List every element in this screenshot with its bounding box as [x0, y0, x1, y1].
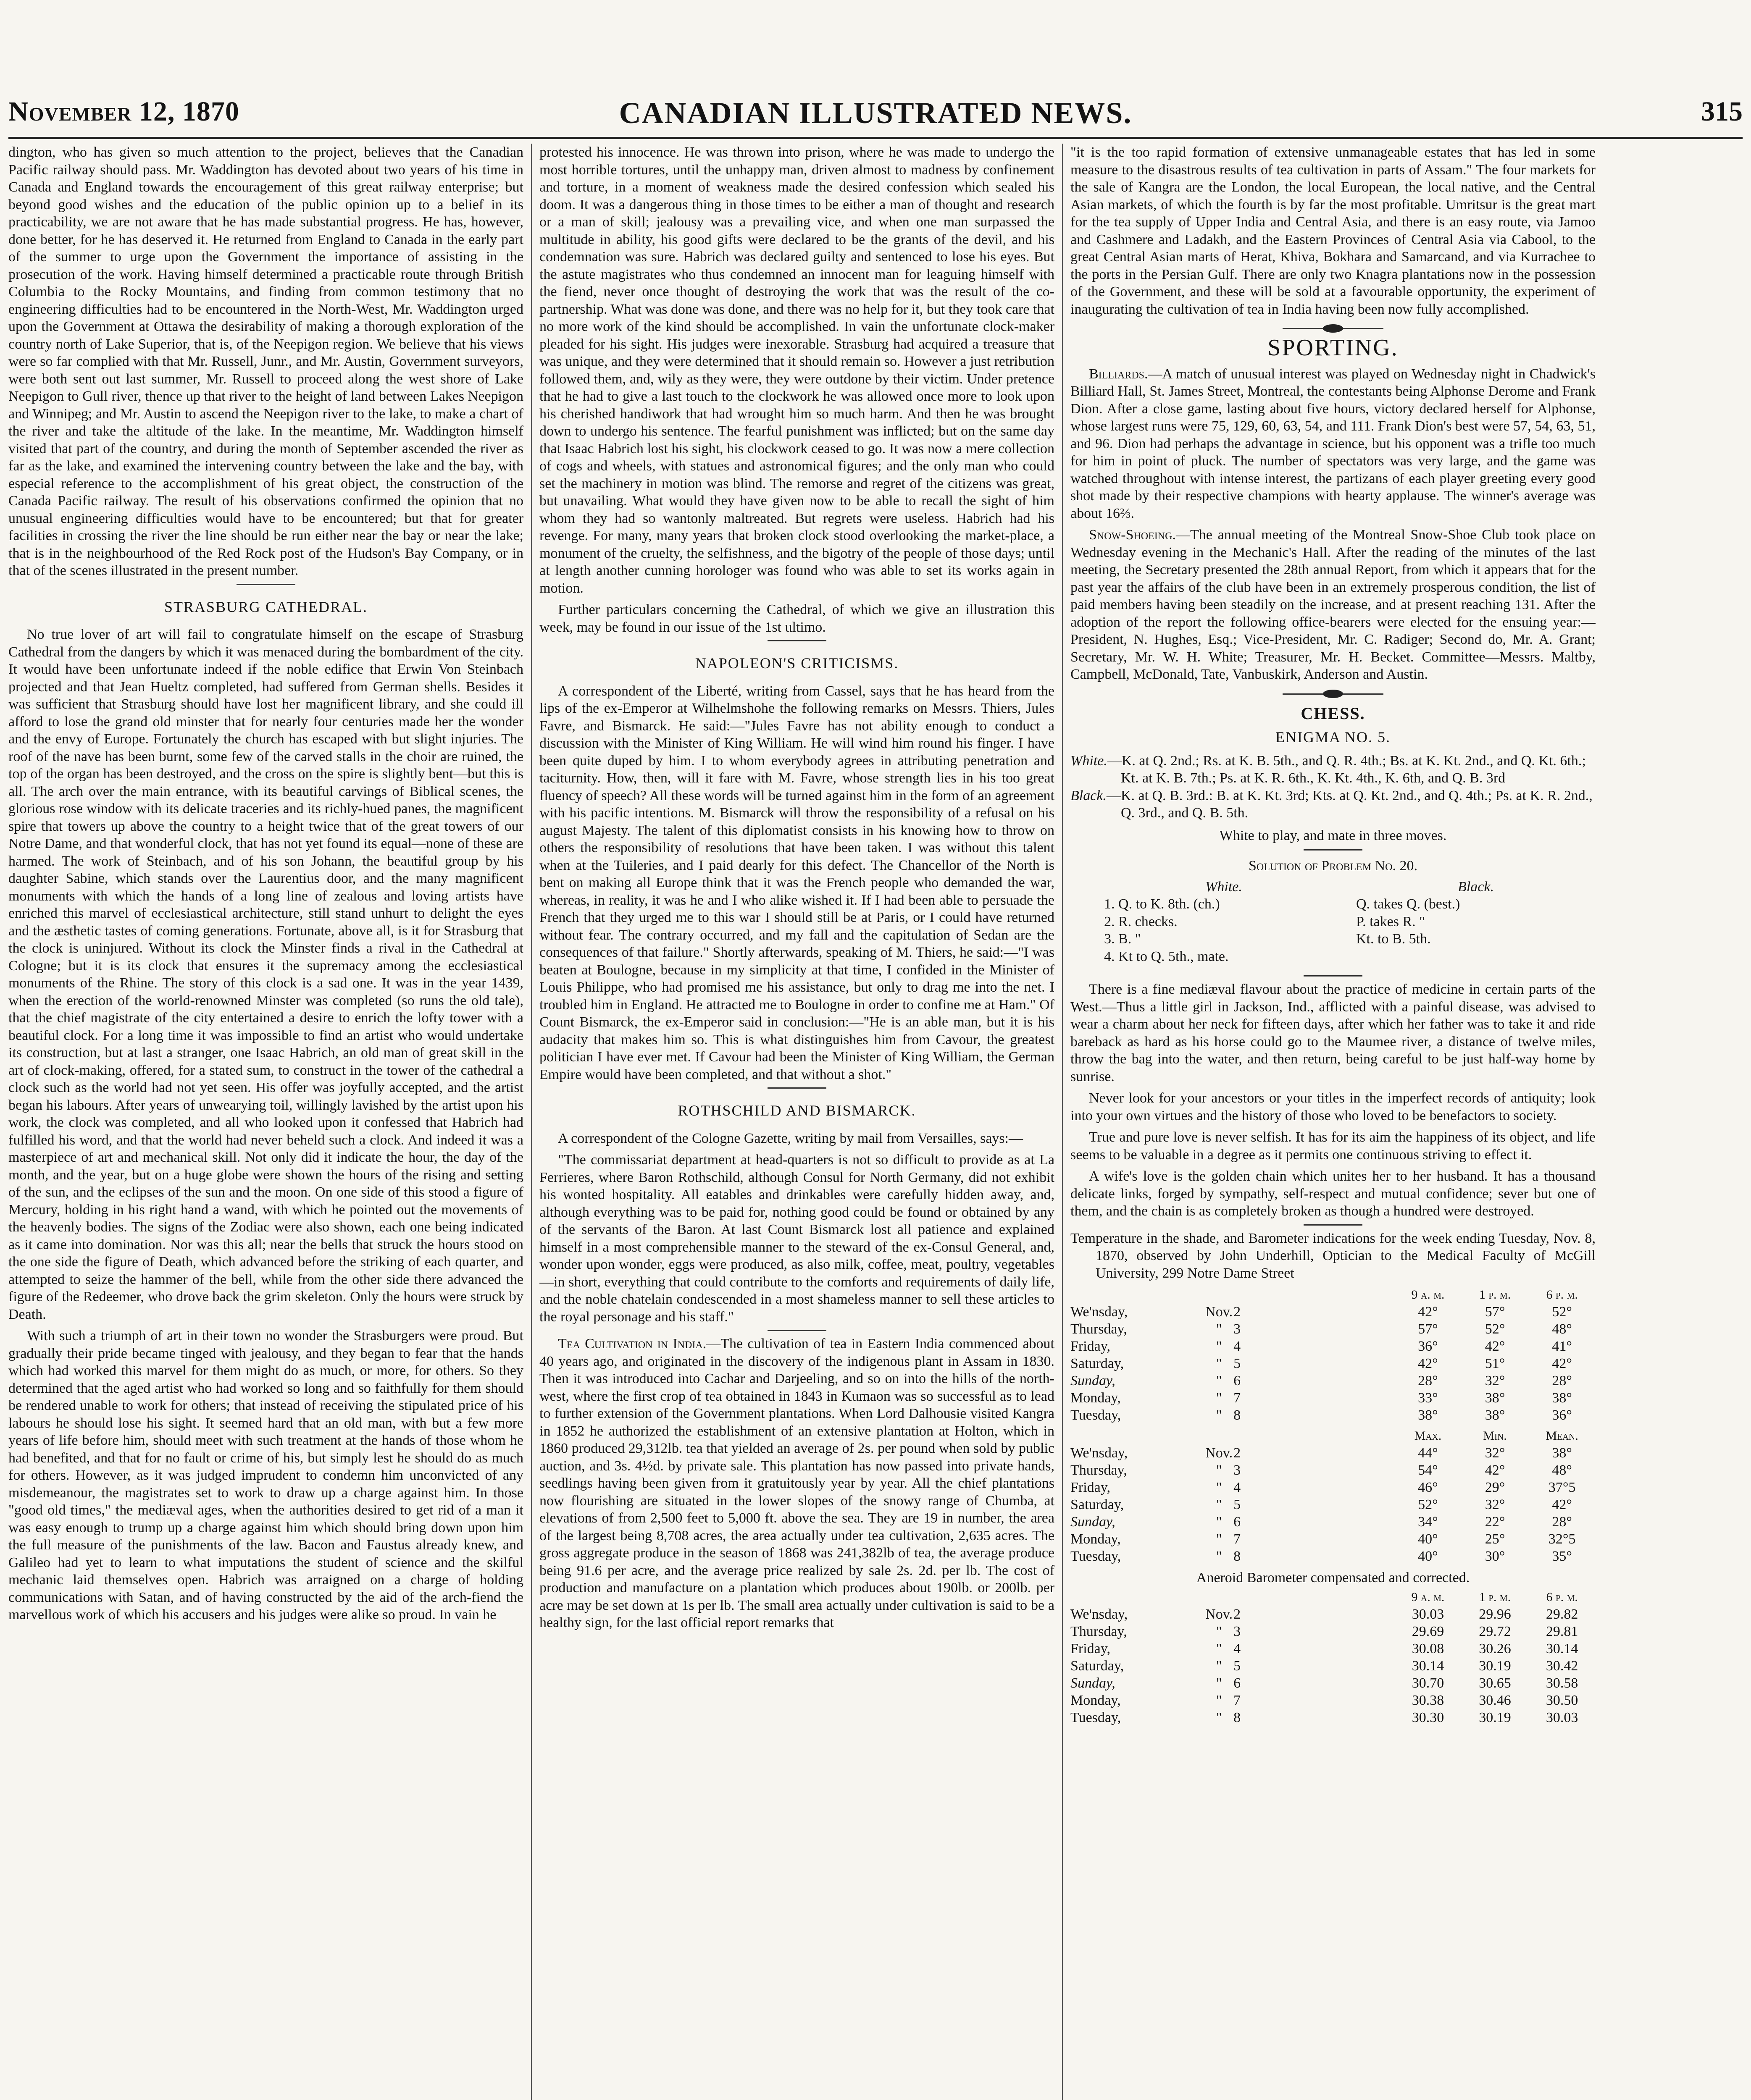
- value-cell: 57°: [1418, 1321, 1438, 1337]
- day-cell: Thursday,: [1070, 1321, 1127, 1337]
- month-cell: ": [1216, 1480, 1222, 1495]
- table-row: [1070, 1548, 1596, 1565]
- date-cell: 8: [1233, 1709, 1241, 1725]
- value-cell: 48°: [1552, 1462, 1572, 1478]
- value-cell: 32°: [1485, 1497, 1505, 1512]
- tea-paragraph: [539, 1335, 1054, 1632]
- value-cell: 44°: [1418, 1445, 1438, 1461]
- issue-date: November 12, 1870: [8, 96, 239, 127]
- value-cell: 46°: [1418, 1480, 1438, 1495]
- table-row: [1070, 1623, 1596, 1640]
- date-cell: 5: [1233, 1658, 1241, 1674]
- solution-move-white: 2. R. checks.: [1104, 914, 1178, 929]
- month-cell: Nov.: [1205, 1606, 1233, 1622]
- table-row: [1070, 1407, 1596, 1424]
- table-row: [1070, 1675, 1596, 1692]
- billiards-lead: Billiards.: [1089, 366, 1148, 382]
- white-pieces: —K. at Q. 2nd.; Rs. at K. B. 5th., and Q. R. 4th.; Bs. at K. Kt. 2nd., and Q. Kt. 6th.; Kt. at K. B. 7th.; Ps. at K. R. 6th., K. Kt. 4th., K. 6th, and Q. B. 3rd: [1107, 753, 1586, 786]
- barometer-title: Aneroid Barometer compensated and corrected.: [1196, 1570, 1470, 1586]
- column-header: 9 a. m.: [1411, 1590, 1445, 1604]
- month-cell: ": [1216, 1531, 1222, 1547]
- napoleon-heading: NAPOLEON'S CRITICISMS.: [695, 655, 899, 672]
- column-header: 6 p. m.: [1546, 1288, 1578, 1302]
- date-cell: 7: [1233, 1531, 1241, 1547]
- table-row: [1070, 1338, 1596, 1355]
- snowshoe-text: —The annual meeting of the Montreal Snow-Shoe Club took place on Wednesday evening in the Mechanic's Hall. After the reading of the minutes of the last meeting, the Secretary presented the 28th annual Report, from which it appears that for the past year the affairs of the club have been in an extremely prosperous condition, the list of paid members having been steadily on the increase, and at present reaching 131. After the adoption of the report the following office-bearers were elected for the ensuing year:—President, N. Hughes, Esq.; Vice-President, Mr. C. Radiger; Second do, Mr. A. Grant; Secretary, Mr. W. H. White; Treasurer, Mr. H. Becket. Committee—Messrs. Maltby, Campbell, McDonald, Tate, Vanbuskirk, Anderson and Austin.: [1070, 527, 1596, 682]
- value-cell: 32°: [1485, 1445, 1505, 1461]
- solution-move-white: 1. Q. to K. 8th. (ch.): [1104, 896, 1220, 912]
- column-header: 1 p. m.: [1479, 1288, 1511, 1302]
- strasburg-paragraph: No true lover of art will fail to congratulate himself on the escape of Strasburg Cathedral from the dangers by which it was menaced during the bombardment of the city. It would have been unfortunate indeed if the noble edifice that Erwin Von Steinbach projected and that Jean Hueltz completed, had suffered from German shells. Besides it was sufficient that Strasburg should have lost her magnificent library, and she could ill afford to lose the grand old minster that for nearly four centuries made her the wonder and the envy of Europe. Fortunately the church has escaped with but slight injuries. The roof of the nave has been burnt, some few of the carved stalls in the choir are ruined, the top of the organ has been destroyed, and the cross on the spire is slightly bent—but this is all. The arch over the main entrance, with its beautiful carvings of Biblical scenes, the glorious rose window with its delicate traceries and its richly-hued panes, the magnificent spire that towers up above the country to a height twice that of the great towers of our Notre Dame, and that wonderful clock, that has not yet found its equal—none of these are harmed. The work of Steinbach, and of his son Johann, the beautiful group by his daughter Sabine, which stands over the Laurentius door, and the many magnificent monuments with which the hands of a long line of zealous and loving artists have enriched this marvel of ecclesiastical architecture, still stand unhurt to delight the eyes and the æsthetic tastes of coming generations. Fortunate, above all, is it for Strasburg that the clock is uninjured. Without its clock the Minster finds a rival in the Cathedral at Cologne; but it is its clock that ensures it the supremacy among the ecclesiastical monuments of the Rhine. The story of this clock is a sad one. It was in the year 1439, when the erection of the world-renowned Minster was completed (so runs the old tale), that the chief magistrate of the city entertained a desire to enrich the lofty tower with a beautiful clock. For a long time it was impossible to find an artist who would undertake its construction, but at last a stranger, one Isaac Habrich, an old man of great skill in the art of clock-making, offered, for a stated sum, to construct in the tower of the cathedral a clock such as the world had not yet seen. His offer was joyfully accepted, and the artist began his labours. After years of unwearying toil, willingly lavished by the artist upon his work, the clock was completed, and all who looked upon it confessed that Habrich had fulfilled his word, and that the world had never beheld such a clock. And indeed it was a masterpiece of art and mechanical skill. Not only did it indicate the hour, the day of the month, and the year, but on a huge globe were shown the hours of the rising and setting of the sun, and the eclipses of the sun and the moon. On one side of this stood a figure of Mercury, holding in his right hand a wand, with which he pointed out the movements of the heavenly bodies. The signs of the Zodiac were also shown, each one being indicated as it came into domination. Nor was this all; near the bells that struck the hours stood on the one side the figure of Death, which advanced before the striking of each quarter, and attempted to seize the hammer of the bell, while from the other side there advanced the figure of the Redeemer, who drove back the grim skeleton. Only the hours were struck by Death.: [8, 627, 523, 1322]
- month-cell: ": [1216, 1658, 1222, 1674]
- enigma-task: White to play, and mate in three moves.: [1219, 827, 1447, 843]
- value-cell: 38°: [1485, 1407, 1505, 1423]
- date-cell: 7: [1233, 1692, 1241, 1708]
- table-row: [1070, 1355, 1596, 1372]
- section-rule: [237, 584, 295, 585]
- month-cell: ": [1216, 1549, 1222, 1564]
- value-cell: 29.72: [1479, 1623, 1511, 1639]
- table-row: [1070, 1372, 1596, 1389]
- value-cell: 42°: [1552, 1497, 1572, 1512]
- value-cell: 28°: [1552, 1514, 1572, 1530]
- date-cell: 6: [1233, 1675, 1241, 1691]
- date-cell: 5: [1233, 1356, 1241, 1371]
- date-cell: 2: [1233, 1304, 1241, 1320]
- value-cell: 42°: [1418, 1304, 1438, 1320]
- tea-lead: Tea Cultivation in India.: [558, 1336, 707, 1352]
- date-cell: 4: [1233, 1480, 1241, 1495]
- solution-move-black: Kt. to B. 5th.: [1356, 931, 1431, 947]
- date-cell: 6: [1233, 1514, 1241, 1530]
- strasburg-paragraph: With such a triumph of art in their town no wonder the Strasburgers were proud. But gradually their pride became tinged with jealousy, and they began to fear that the hands which had worked this marvel for them might do as much, or more, for others. So they determined that the aged artist who had worked so long and so faithfully for them should be rendered unable to work for others; that instead of receiving the stipulated price of his labours he should lose his sight. It seemed hard that an old man, with but a few more years of life before him, should meet with such treatment at the hands of those whom he had benefited, and that for no fault or crime of his, but simply lest he should do as much for others. However, as it was judged imprudent to condemn him unconvicted of any misdemeanour, the magistrates set to work to draw up a charge against him. In those "good old times," the mediæval ages, when the authorities desired to get rid of a man it was easy enough to trump up a charge against him which should bring down upon him the full measure of the punishments of the law. Bacon and Faustus already knew, and Galileo had yet to learn to what imputations the student of science and the skilful mechanic laid themselves open. Habrich was arraigned on a charge of holding communications with Satan, and of having constructed by the aid of the arch-fiend the marvellous work of which his accusers and his judges were alike so proud. In vain he: [8, 1328, 523, 1622]
- solution-move-black: Q. takes Q. (best.): [1356, 896, 1460, 912]
- value-cell: 30.46: [1479, 1692, 1511, 1708]
- value-cell: 38°: [1485, 1390, 1505, 1406]
- value-cell: 54°: [1418, 1462, 1438, 1478]
- column-header: 6 p. m.: [1546, 1590, 1578, 1604]
- temperature-rows: [1070, 1303, 1596, 1424]
- column-header: 1 p. m.: [1479, 1590, 1511, 1604]
- date-cell: 7: [1233, 1390, 1241, 1406]
- solution-white-header: White.: [1205, 879, 1242, 895]
- date-cell: 6: [1233, 1373, 1241, 1389]
- value-cell: 34°: [1418, 1514, 1438, 1530]
- month-cell: ": [1216, 1497, 1222, 1512]
- rothschild-heading: ROTHSCHILD AND BISMARCK.: [678, 1102, 916, 1119]
- day-cell: Saturday,: [1070, 1356, 1124, 1371]
- date-cell: 8: [1233, 1407, 1241, 1423]
- rothschild-quote: "The commissariat department at head-quarters is not so difficult to provide as at La Ferrieres, where Baron Rothschild, although Consul for North Germany, did not exhibit his wonted hospitality. All eatables and drinkables were carefully hidden away, and, although everything was to be paid for, nothing good could be found or obtained by any of the servants of the Baron. At last Count Bismarck lost all patience and explained himself in a most comprehensible manner to the steward of the ex-Consul General, and, wonder upon wonder, eggs were produced, as also milk, coffee, meat, poultry, vegetables—in short, everything that could contribute to the comforts and requirements of daily life, and the noble chatelain condescended in a most shameless manner to sell these articles to the royal personage and his staff.": [539, 1152, 1054, 1325]
- sporting-heading: SPORTING.: [1267, 335, 1399, 361]
- day-cell: Sunday,: [1070, 1373, 1115, 1389]
- value-cell: 30.14: [1412, 1658, 1444, 1674]
- table-row: [1070, 1479, 1596, 1496]
- day-cell: Friday,: [1070, 1641, 1111, 1656]
- value-cell: 28°: [1418, 1373, 1438, 1389]
- value-cell: 30.50: [1546, 1692, 1578, 1708]
- napoleon-paragraph: A correspondent of the Liberté, writing from Cassel, says that he has heard from the lips of the ex-Emperor at Wilhelmshohe the following remarks on Messrs. Thiers, Jules Favre, and Bismarck. He said:—"Jules Favre has not ability enough to conduct a discussion with the Minister of King William. He will wind him round his finger. I have been quite duped by him. I to whom everybody agrees in attributing penetration and taciturnity. How, then, will it fare with M. Favre, whose strength lies in his too great fluency of speech? All these words will be turned against him in the form of an agreement with his pacific intentions. M. Bismarck will throw the responsibility of a refusal on his august Majesty. The talent of this diplomatist consists in his knowing how to throw on others the responsibility of resolutions that have been taken. I was without this talent when at the Tuileries, and I paid dearly for this defect. The Chancellor of the North is bent on making all Europe think that it was the French people who demanded the war, whereas, in reality, it was he and I who alike wished it. If I had been able to persuade the French that they urged me to this war I should still be at Paris, or I could have returned without fear. The contrary occurred, and my fall and the capitulation of Sedan are the consequences of that failure." Shortly afterwards, speaking of M. Thiers, he said:—"I was beaten at Boulogne, because in my simplicity at that time, I confided in the Minister of Louis Philippe, who had promised me his assistance, but only to drag me into the net. I troubled him in England. He attracted me to Boulogne in order to confine me at Ham." Of Count Bismarck, the ex-Emperor said in conclusion:—"He is an able man, but it is his audacity that makes him so. This is what distinguishes him from Cavour, the greatest politician I have ever met. If Cavour had been the Minister of King William, the German Empire would have been completed, and that without a shot.": [539, 683, 1054, 1082]
- value-cell: 42°: [1552, 1356, 1572, 1371]
- date-cell: 2: [1233, 1606, 1241, 1622]
- day-cell: We'nsday,: [1070, 1606, 1128, 1622]
- weather-intro: Temperature in the shade, and Barometer indications for the week ending Tuesday, Nov. 8, 1870, observed by John Underhill, Optician to the Medical Faculty of McGill University, 299 Notre Dame Street: [1070, 1230, 1596, 1281]
- value-cell: 51°: [1485, 1356, 1505, 1371]
- date-cell: 3: [1233, 1623, 1241, 1639]
- enigma-title: ENIGMA NO. 5.: [1275, 729, 1391, 746]
- date-cell: 4: [1233, 1641, 1241, 1656]
- month-cell: Nov.: [1205, 1304, 1233, 1320]
- misc-paragraph: There is a fine mediæval flavour about the practice of medicine in certain parts of the West.—Thus a little girl in Jackson, Ind., afflicted with a painful disease, was advised to wear a charm about her neck for fifteen days, after which her father was to take it and ride bareback as hard as his horse could go to the Maumee river, a distance of twelve miles, throw the bag into the water, and then return, being careful to be just half-way home by sunrise.: [1070, 982, 1596, 1084]
- day-cell: Thursday,: [1070, 1462, 1127, 1478]
- section-rule: [1304, 1224, 1362, 1226]
- column-divider: [531, 144, 532, 2100]
- value-cell: 36°: [1418, 1339, 1438, 1354]
- value-cell: 29°: [1485, 1480, 1505, 1495]
- value-cell: 32°: [1485, 1373, 1505, 1389]
- month-cell: Nov.: [1205, 1445, 1233, 1461]
- value-cell: 29.69: [1412, 1623, 1444, 1639]
- value-cell: 30.19: [1479, 1709, 1511, 1725]
- value-cell: 40°: [1418, 1531, 1438, 1547]
- value-cell: 29.81: [1546, 1623, 1578, 1639]
- value-cell: 30.19: [1479, 1658, 1511, 1674]
- temperature-table: [1070, 1286, 1596, 1424]
- date-cell: 8: [1233, 1549, 1241, 1564]
- value-cell: 33°: [1418, 1390, 1438, 1406]
- table-row: [1070, 1606, 1596, 1623]
- month-cell: ": [1216, 1692, 1222, 1708]
- barometer-rows: [1070, 1606, 1596, 1726]
- value-cell: 42°: [1485, 1462, 1505, 1478]
- section-rule: [768, 640, 826, 641]
- value-cell: 38°: [1552, 1390, 1572, 1406]
- table-header-row: [1070, 1427, 1596, 1444]
- day-cell: Sunday,: [1070, 1675, 1115, 1691]
- value-cell: 48°: [1552, 1321, 1572, 1337]
- month-cell: ": [1216, 1514, 1222, 1530]
- value-cell: 30.65: [1479, 1675, 1511, 1691]
- value-cell: 22°: [1485, 1514, 1505, 1530]
- value-cell: 30.14: [1546, 1641, 1578, 1656]
- day-cell: Friday,: [1070, 1339, 1111, 1354]
- column-header: Min.: [1483, 1429, 1507, 1443]
- date-cell: 5: [1233, 1497, 1241, 1512]
- newspaper-title: CANADIAN ILLUSTRATED NEWS.: [619, 96, 1132, 130]
- value-cell: 37°5: [1548, 1480, 1576, 1495]
- value-cell: 38°: [1418, 1407, 1438, 1423]
- value-cell: 28°: [1552, 1373, 1572, 1389]
- table-row: [1070, 1303, 1596, 1320]
- table-row: [1070, 1462, 1596, 1479]
- rothschild-intro: A correspondent of the Cologne Gazette, writing by mail from Versailles, says:—: [558, 1130, 1023, 1146]
- solution-move-black: P. takes R. ": [1356, 914, 1425, 929]
- table-row: [1070, 1444, 1596, 1462]
- date-cell: 3: [1233, 1321, 1241, 1337]
- day-cell: Tuesday,: [1070, 1407, 1121, 1423]
- value-cell: 42°: [1418, 1356, 1438, 1371]
- value-cell: 42°: [1485, 1339, 1505, 1354]
- value-cell: 30.26: [1479, 1641, 1511, 1656]
- billiards-paragraph: [1070, 365, 1596, 522]
- month-cell: ": [1216, 1373, 1222, 1389]
- value-cell: 25°: [1485, 1531, 1505, 1547]
- billiards-text: —A match of unusual interest was played on Wednesday night in Chadwick's Billiard Hall, St. James Street, Montreal, the contestants being Alphonse Derome and Frank Dion. After a close game, lasting about five hours, victory declared herself for Alphonse, whose largest runs were 75, 129, 60, 63, 54, and 111. Frank Dion's best were 57, 54, 63, 51, and 96. Dion had perhaps the advantage in science, but his opponent was a trifle too much for him in point of pluck. The number of spectators was very large, and the game was watched throughout with intense interest, the partizans of each player greeting every good shot made by their respective champions with hearty applause. The winner's average was about 16⅔.: [1070, 366, 1596, 521]
- column-3: [1070, 144, 1596, 2100]
- white-label: White.: [1070, 753, 1107, 769]
- value-cell: 30.30: [1412, 1709, 1444, 1725]
- day-cell: Tuesday,: [1070, 1549, 1121, 1564]
- day-cell: Saturday,: [1070, 1497, 1124, 1512]
- black-pieces: —K. at Q. B. 3rd.: B. at K. Kt. 3rd; Kts. at Q. Kt. 2nd., and Q. 4th.; Ps. at K. R. 2nd., Q. 3rd., and Q. B. 5th.: [1106, 788, 1593, 821]
- table-row: [1070, 1657, 1596, 1675]
- solution-move-black: [1356, 948, 1596, 966]
- solution-move-white: 4. Kt to Q. 5th., mate.: [1104, 948, 1229, 964]
- solution-move-white: 3. B. ": [1104, 931, 1141, 947]
- strasburg-heading: STRASBURG CATHEDRAL.: [164, 598, 368, 615]
- month-cell: ": [1216, 1339, 1222, 1354]
- day-cell: Tuesday,: [1070, 1709, 1121, 1725]
- month-cell: ": [1216, 1462, 1222, 1478]
- column-header: 9 a. m.: [1411, 1288, 1445, 1302]
- table-row: [1070, 1496, 1596, 1513]
- table-row: [1070, 1692, 1596, 1709]
- day-cell: Monday,: [1070, 1692, 1121, 1708]
- month-cell: ": [1216, 1356, 1222, 1371]
- day-cell: We'nsday,: [1070, 1445, 1128, 1461]
- day-cell: Thursday,: [1070, 1623, 1127, 1639]
- chess-heading: CHESS.: [1301, 704, 1365, 723]
- value-cell: 30.58: [1546, 1675, 1578, 1691]
- value-cell: 30.03: [1546, 1709, 1578, 1725]
- value-cell: 52°: [1552, 1304, 1572, 1320]
- value-cell: 36°: [1552, 1407, 1572, 1423]
- section-rule: [1304, 975, 1362, 976]
- ornament-rule: [1283, 328, 1383, 329]
- month-cell: ": [1216, 1641, 1222, 1656]
- day-cell: Monday,: [1070, 1390, 1121, 1406]
- solution-title: Solution of Problem No. 20.: [1248, 858, 1418, 874]
- column-1: [8, 144, 523, 2100]
- section-rule: [768, 1087, 826, 1089]
- misc-paragraph: Never look for your ancestors or your titles in the imperfect records of antiquity; look into your own virtues and the history of those who loved to be benefactors to society.: [1070, 1090, 1596, 1124]
- value-cell: 52°: [1418, 1497, 1438, 1512]
- page-number: 315: [1701, 96, 1743, 127]
- day-cell: Friday,: [1070, 1480, 1111, 1495]
- day-cell: Monday,: [1070, 1531, 1121, 1547]
- table-header-row: [1070, 1286, 1596, 1303]
- table-row: [1070, 1320, 1596, 1338]
- column-header: Max.: [1414, 1429, 1442, 1443]
- day-cell: We'nsday,: [1070, 1304, 1128, 1320]
- value-cell: 30°: [1485, 1549, 1505, 1564]
- max-min-table: [1070, 1427, 1596, 1565]
- railway-article-continued: dington, who has given so much attention to the project, believes that the Canadian Pacific railway should pass. Mr. Waddington has devoted about two years of his time in Canada and England towards the encouragement of this great railway enterprise; but beyond good wishes and the education of the public opinion up to a belief in its practicability, we are not aware that he has made substantial progress. He has, however, done better, for he has deserved it. He returned from England to Canada in the early part of the summer to urge upon the Government the importance of assisting in the prosecution of the work. Having himself determined a practicable route through British Columbia to the Rocky Mountains, and finding from common testimony that no engineering difficulties had to be encountered in the North-West, Mr. Waddington urged upon the Government at Ottawa the desirability of making a thorough exploration of the country north of Lake Superior, that is, of the Neepigon region. We believe that his views were so far complied with that Mr. Russell, Junr., and Mr. Austin, Government surveyors, were both sent out last summer, Mr. Russell to proceed along the west shore of Lake Neepigon to Gull river, thence up that river to the height of land between Lakes Neepigon and Winnipeg; and Mr. Austin to ascend the Neepigon river to the lake, to make a chart of the river and take the altitude of the lake. In the meantime, Mr. Waddington himself visited that part of the country, and during the month of September ascended the river as far as the lake, and examined the intervening country between the lake and the bay, with especial reference to the accomplishment of his great object, the construction of the Canada Pacific railway. The result of his observations confirmed the opinion that no unusual engineering difficulties would have to be encountered; but that for greater facilities in crossing the river the line should be run either near the bay or near the lake; that is in the neighbourhood of the Red Rock post of the Hudson's Bay Company, or in that of the scenes illustrated in the present number.: [8, 144, 523, 578]
- column-header: Mean.: [1546, 1429, 1578, 1443]
- value-cell: 52°: [1485, 1321, 1505, 1337]
- date-cell: 2: [1233, 1445, 1241, 1461]
- value-cell: 29.82: [1546, 1606, 1578, 1622]
- month-cell: ": [1216, 1623, 1222, 1639]
- value-cell: 30.70: [1412, 1675, 1444, 1691]
- month-cell: ": [1216, 1675, 1222, 1691]
- enigma-position: [1070, 752, 1596, 822]
- misc-paragraph: True and pure love is never selfish. It has for its aim the happiness of its object, and life seems to be valuable in a degree as it permits one continuous striving to effect it.: [1070, 1129, 1596, 1163]
- max-min-rows: [1070, 1444, 1596, 1565]
- value-cell: 57°: [1485, 1304, 1505, 1320]
- month-cell: ": [1216, 1709, 1222, 1725]
- table-row: [1070, 1389, 1596, 1407]
- table-header-row: [1070, 1588, 1596, 1606]
- date-cell: 4: [1233, 1339, 1241, 1354]
- table-row: [1070, 1530, 1596, 1548]
- date-cell: 3: [1233, 1462, 1241, 1478]
- month-cell: ": [1216, 1390, 1222, 1406]
- table-row: [1070, 1640, 1596, 1657]
- value-cell: 38°: [1552, 1445, 1572, 1461]
- section-rule: [1304, 849, 1362, 850]
- value-cell: 35°: [1552, 1549, 1572, 1564]
- snowshoe-lead: Snow-Shoeing.: [1089, 527, 1176, 543]
- section-rule: [768, 1330, 826, 1331]
- strasburg-final-note: Further particulars concerning the Cathedral, of which we give an illustration this week, may be found in our issue of the 1st ultimo.: [539, 602, 1054, 635]
- solution-grid: [1070, 878, 1596, 966]
- black-label: Black.: [1070, 788, 1107, 803]
- value-cell: 30.08: [1412, 1641, 1444, 1656]
- month-cell: ": [1216, 1407, 1222, 1423]
- value-cell: 32°5: [1548, 1531, 1576, 1547]
- tea-text: —The cultivation of tea in Eastern India commenced about 40 years ago, and originated in the discovery of the indigenous plant in Assam in 1830. Then it was introduced into Cachar and Darjeeling, and so on into the hills of the north-west, where the first crop of tea obtained in 1843 in Kumaon was so successful as to lead to further extension of the Government plantations. When Lord Dalhousie visited Kangra in 1852 he authorized the establishment of an extensive plantation at Holton, which in 1860 produced 29,312lb. tea that yielded an average of 2s. per pound when sold by public auction, and 3s. 4½d. by private sale. This plantation has now passed into private hands, seedlings having been given from it gratuitously year by year. All the chief plantations now flourishing are situated in the lower slopes of the snowy range of Chumba, at elevations of from 2,500 feet to 5,000 ft. above the sea. They are 19 in number, the area of the largest being 8,708 acres, the area actually under tea cultivation, 2,635 acres. The gross aggregate produce in the season of 1868 was 241,382lb of tea, the average produce being 91.6 per acre, and the average price realized by sale 2s. 2d. per lb. The cost of production and manufacture on a plantation which produces about 190lb. or 200lb. per acre may be set down at 1s per lb. The small area actually under cultivation is said to be a healthy sign, for the last official report remarks that: [539, 1336, 1054, 1630]
- ornament-rule: [1283, 693, 1383, 695]
- column-divider: [1062, 144, 1063, 2100]
- misc-paragraph: A wife's love is the golden chain which unites her to her husband. It has a thousand delicate links, forged by sympathy, self-respect and mutual confidence; sever but one of them, and the chain is as completely broken as though a hundred were destroyed.: [1070, 1168, 1596, 1219]
- barometer-table: [1070, 1588, 1596, 1726]
- day-cell: Saturday,: [1070, 1658, 1124, 1674]
- tea-continued: "it is the too rapid formation of extensive unmanageable estates that has led in some measure to the disastrous results of tea cultivation in parts of Assam." The four markets for the sale of Kangra are the London, the local European, the local native, and the Central Asian markets, of which the fourth is by far the most profitable. Umritsur is the great mart for the tea supply of Upper India and Central Asia, and there is an easy route, via Jamoo and Cashmere and Ladakh, and the Eastern Provinces of Central Asia via Cabool, to the great Central Asian marts of Herat, Khiva, Bokhara and Samarcand, and via Kurrachee to the ports in the Persian Gulf. There are only two Knagra plantations now in the possession of the Government, and these will be sold at a favourable opportunity, the experiment of inaugurating the cultivation of tea in India having been now fully accomplished.: [1070, 144, 1596, 317]
- column-2: [539, 144, 1054, 2100]
- value-cell: 30.42: [1546, 1658, 1578, 1674]
- snowshoe-paragraph: [1070, 526, 1596, 683]
- day-cell: Sunday,: [1070, 1514, 1115, 1530]
- enigma-white: [1070, 752, 1596, 787]
- solution-black-header: Black.: [1458, 879, 1494, 895]
- value-cell: 40°: [1418, 1549, 1438, 1564]
- value-cell: 41°: [1552, 1339, 1572, 1354]
- value-cell: 29.96: [1479, 1606, 1511, 1622]
- masthead: [8, 87, 1743, 139]
- month-cell: ": [1216, 1321, 1222, 1337]
- table-row: [1070, 1513, 1596, 1530]
- value-cell: 30.03: [1412, 1606, 1444, 1622]
- strasburg-continued: protested his innocence. He was thrown into prison, where he was made to undergo the most horrible tortures, until the unhappy man, driven almost to madness by confinement and torture, in a moment of weakness made the desired confession which sealed his doom. It was a dangerous thing in those times to be either a man of thought and research or a man of skill; jealousy was a prevailing vice, and when one man surpassed the multitude in ability, his good gifts were declared to be the grants of the devil, and his condemnation was sure. Habrich was declared guilty and sentenced to lose his eyes. But the astute magistrates who thus condemned an innocent man for leaguing himself with the fiend, never once thought of destroying the work that was the result of the co-partnership. What was done was done, and there was no help for it, but they took care that no more work of the kind should be accomplished. In vain the unfortunate clock-maker pleaded for his sight. His judges were inexorable. Strasburg had acquired a treasure that was unique, and they were determined that it should remain so. However a just retribution followed them, and, wily as they were, they were outdone by their victim. Under pretence that he had to give a last touch to the clockwork he was allowed once more to look upon his cherished handiwork that had wrought him so much harm. And then he was brought down to undergo his sentence. The fearful punishment was inflicted; but on the same day that Isaac Habrich lost his sight, his clockwork ceased to go. It was now a mere collection of cogs and wheels, with statues and astronomical figures; and the only man who could set the machinery in motion was blind. The remorse and regret of the citizens was great, but unavailing. What would they have given now to be able to recall the sight of him whom they had so wantonly maltreated. But regrets were useless. Habrich had his revenge. For many, many years that broken clock stood overlooking the market-place, a monument of the cruelty, the selfishness, and the bigotry of the people of those days; until at length another cunning horologer was found who was able to set its works again in motion.: [539, 144, 1054, 596]
- value-cell: 30.38: [1412, 1692, 1444, 1708]
- table-row: [1070, 1709, 1596, 1726]
- enigma-black: [1070, 787, 1596, 822]
